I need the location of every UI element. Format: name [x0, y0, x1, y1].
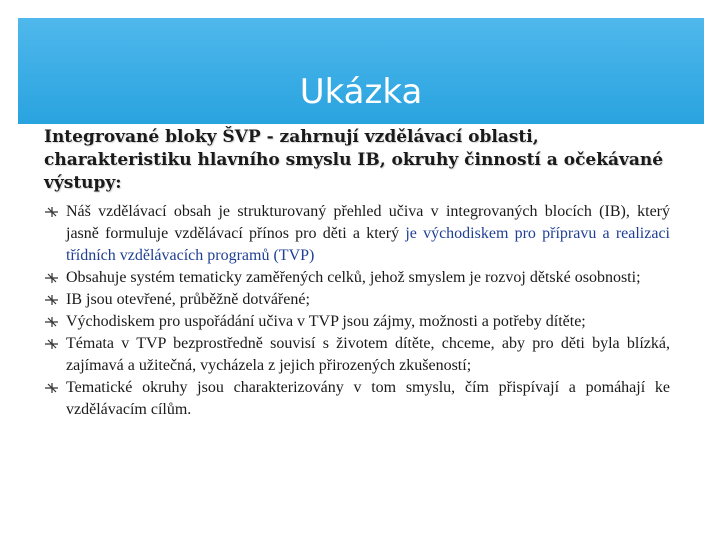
slide-content [44, 126, 670, 421]
list-item [44, 311, 670, 333]
crossed-bullet-icon [44, 272, 59, 284]
bullet-highlight-text: je východiskem pro přípravu a realizaci třídních vzdělávacích programů (TVP) [66, 225, 671, 264]
list-item [44, 289, 670, 311]
bullet-text: Tematické okruhy jsou charakterizovány v tom smyslu, čím přispívají a pomáhají ke vzdělávacím cílům. [66, 379, 670, 418]
bullet-text: IB jsou otevřené, průběžně dotvářené; [66, 291, 310, 308]
slide-heading: Integrované bloky ŠVP - zahrnují vzdělávací oblasti, charakteristiku hlavního smyslu IB, okruhy činností a očekávané výstupy: [44, 127, 664, 193]
bullet-list [44, 201, 670, 421]
slide-title: Ukázka [299, 72, 423, 112]
title-bar [18, 18, 704, 124]
list-item [44, 201, 670, 267]
list-item [44, 377, 670, 421]
bullet-text: Východiskem pro uspořádání učiva v TVP jsou zájmy, možnosti a potřeby dítěte; [66, 313, 586, 330]
bullet-text: Obsahuje systém tematicky zaměřených celků, jehož smyslem je rozvoj dětské osobnosti; [66, 269, 641, 286]
list-item [44, 333, 670, 377]
crossed-bullet-icon [44, 338, 59, 350]
crossed-bullet-icon [44, 382, 59, 394]
crossed-bullet-icon [44, 316, 59, 328]
bullet-text: Náš vzdělávací obsah je strukturovaný přehled učiva v integrovaných blocích (IB), který jasně formuluje vzdělávací přínos pro děti a který [66, 203, 670, 242]
crossed-bullet-icon [44, 294, 59, 306]
bullet-text: Témata v TVP bezprostředně souvisí s životem dítěte, chceme, aby pro děti byla blízká, zajímavá a užitečná, vycházela z jejich přirozených zkušeností; [66, 335, 670, 374]
list-item [44, 267, 670, 289]
crossed-bullet-icon [44, 206, 59, 218]
